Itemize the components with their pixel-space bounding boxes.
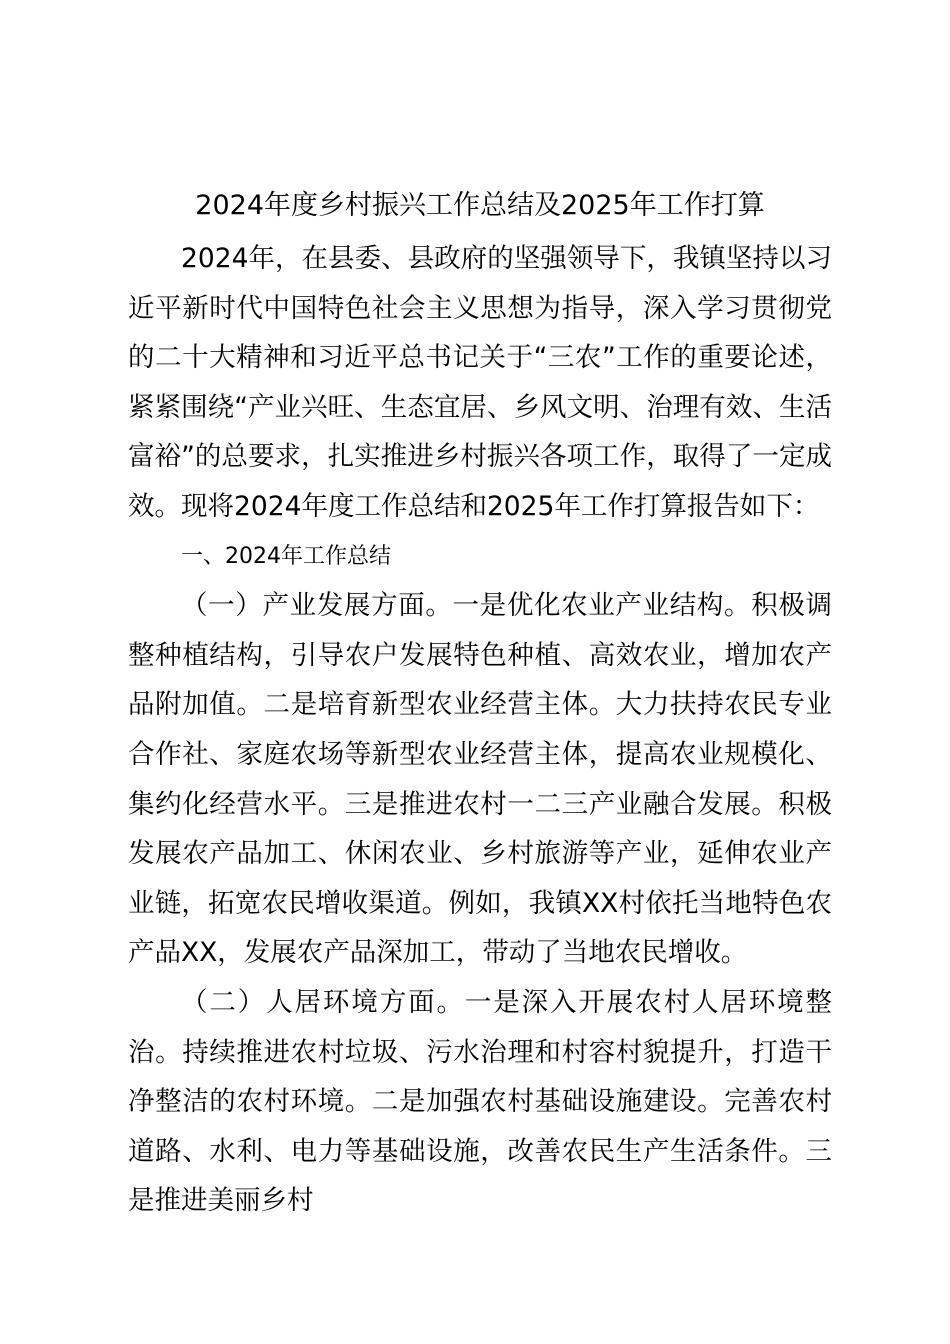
section-heading: 一、2024年工作总结 (181, 543, 391, 569)
industry-paragraph: （一）产业发展方面。一是优化农业产业结构。积极调整种植结构，引导农户发展特色种植、高效农业，增加农产品附加值。二是培育新型农业经营主体。大力扶持农民专业合作社、家庭农场等新型农业经营主体，提高农业规模化、集约化经营水平。三是推进农村一二三产业融合发展。积极发展农产品加工、休闲农业、乡村旅游等产业，延伸农业产业链，拓宽农民增收渠道。例如，我镇XX村依托当地特色农产品XX，发展农产品深加工，带动了当地农民增收。 (128, 590, 832, 969)
environment-paragraph: （二）人居环境方面。一是深入开展农村人居环境整治。持续推进农村垃圾、污水治理和村容村貌提升，打造干净整洁的农村环境。二是加强农村基础设施建设。完善农村道路、水利、电力等基础设施，改善农民生产生活条件。三是推进美丽乡村 (128, 986, 832, 1217)
document-title: 2024年度乡村振兴工作总结及2025年工作打算 (195, 190, 765, 221)
document-body (128, 234, 832, 1226)
intro-paragraph: 2024年，在县委、县政府的坚强领导下，我镇坚持以习近平新时代中国特色社会主义思想为指导，深入学习贯彻党的二十大精神和习近平总书记关于“三农”工作的重要论述，紧紧围绕“产业兴旺、生态宜居、乡风文明、治理有效、生活富裕”的总要求，扎实推进乡村振兴各项工作，取得了一定成效。现将2024年度工作总结和2025年工作打算报告如下： (128, 243, 832, 522)
